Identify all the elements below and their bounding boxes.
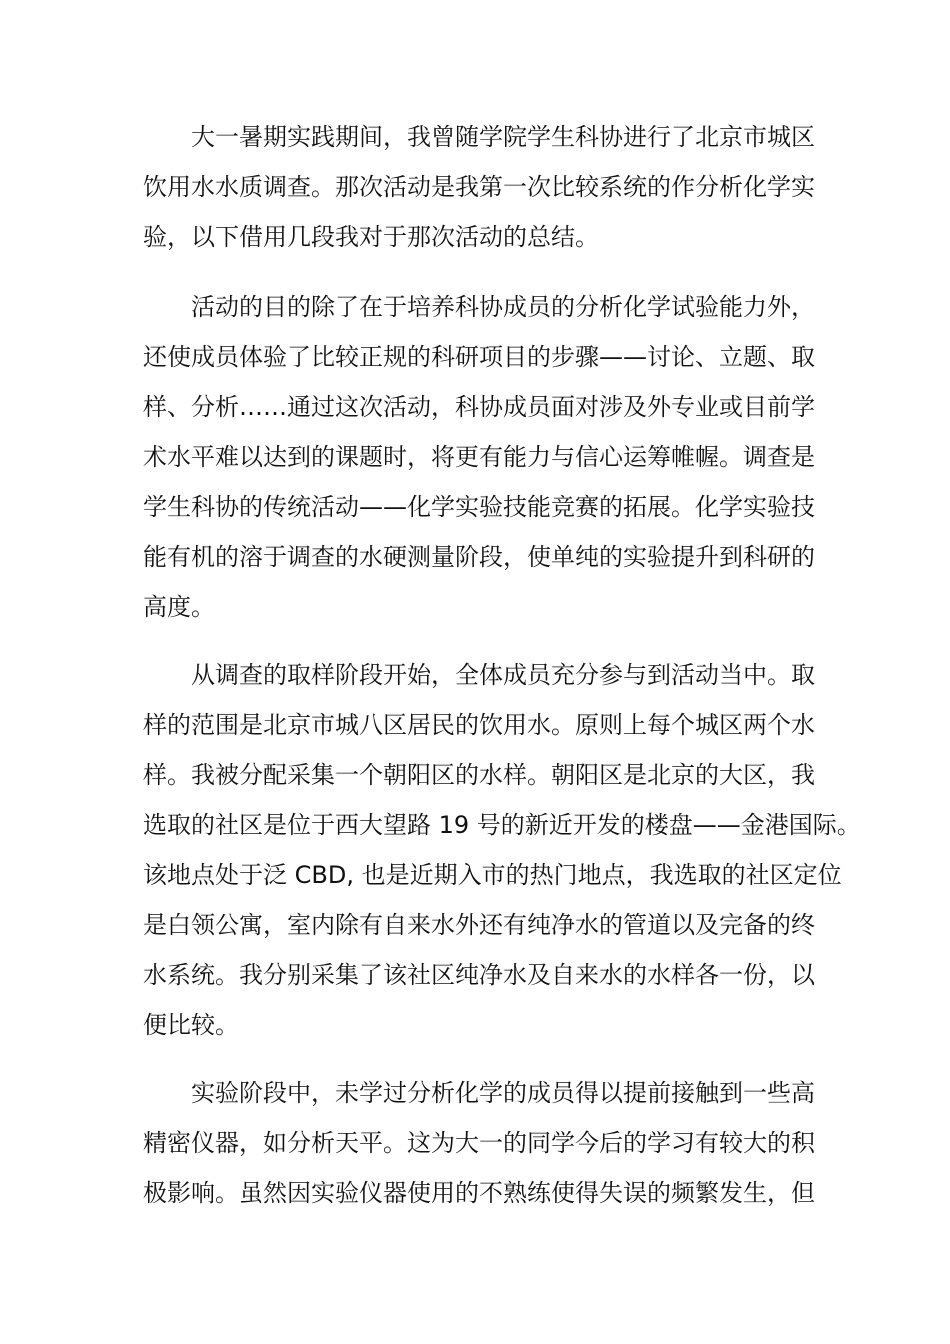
paragraph-line: 极影响。虽然因实验仪器使用的不熟练使得失误的频繁发生，但: [143, 1179, 815, 1207]
document-body: [143, 112, 861, 1218]
paragraph-2: [143, 282, 813, 632]
paragraph-line: 样、分析……通过这次活动，科协成员面对涉及外专业或目前学: [143, 393, 815, 421]
paragraph-line: 活动的目的除了在于培养科协成员的分析化学试验能力外，: [191, 293, 815, 321]
paragraph-line: 便比较。: [143, 1011, 239, 1039]
paragraph-line: 水系统。我分别采集了该社区纯净水及自来水的水样各一份，以: [143, 961, 815, 989]
paragraph-line: 实验阶段中，未学过分析化学的成员得以提前接触到一些高: [191, 1079, 815, 1107]
paragraph-line: 术水平难以达到的课题时，将更有能力与信心运筹帷幄。调查是: [143, 443, 815, 471]
paragraph-line: 高度。: [143, 593, 215, 621]
paragraph-line: 能有机的溶于调查的水硬测量阶段，使单纯的实验提升到科研的: [143, 543, 815, 571]
paragraph-line: 该地点处于泛 CBD, 也是近期入市的热门地点，我选取的社区定位: [143, 861, 842, 889]
paragraph-line: 从调查的取样阶段开始，全体成员充分参与到活动当中。取: [191, 661, 815, 689]
paragraph-line: 饮用水水质调查。那次活动是我第一次比较系统的作分析化学实: [143, 173, 815, 201]
paragraph-3: [143, 650, 861, 1050]
paragraph-1: [143, 112, 813, 262]
paragraph-line: 是白领公寓，室内除有自来水外还有纯净水的管道以及完备的终: [143, 911, 815, 939]
paragraph-line: 样的范围是北京市城八区居民的饮用水。原则上每个城区两个水: [143, 711, 815, 739]
paragraph-line: 学生科协的传统活动——化学实验技能竞赛的拓展。化学实验技: [143, 493, 815, 521]
paragraph-line: 大一暑期实践期间，我曾随学院学生科协进行了北京市城区: [191, 123, 815, 151]
paragraph-line: 精密仪器，如分析天平。这为大一的同学今后的学习有较大的积: [143, 1129, 815, 1157]
paragraph-line: 验，以下借用几段我对于那次活动的总结。: [143, 223, 599, 251]
paragraph-line: 样。我被分配采集一个朝阳区的水样。朝阳区是北京的大区，我: [143, 761, 815, 789]
paragraph-4: [143, 1068, 813, 1218]
paragraph-line: 选取的社区是位于西大望路 19 号的新近开发的楼盘——金港国际。: [143, 811, 861, 839]
paragraph-line: 还使成员体验了比较正规的科研项目的步骤——讨论、立题、取: [143, 343, 815, 371]
